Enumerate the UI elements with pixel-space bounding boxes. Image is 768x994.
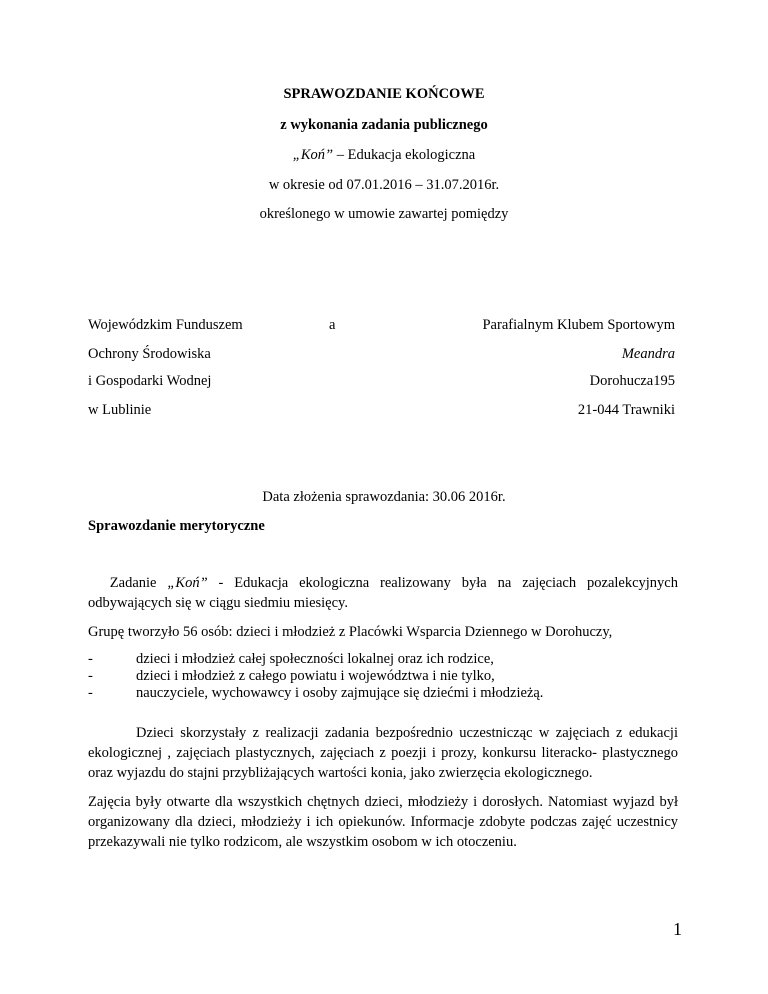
party-right-line-4: 21-044 Trawniki	[577, 402, 675, 418]
participants-list	[88, 651, 688, 702]
party-right-line-1: Parafialnym Klubem Sportowym	[482, 317, 675, 333]
party-left-line-2: Ochrony Środowiska	[88, 346, 211, 362]
paragraph-1-italic: „Koń”	[167, 575, 208, 591]
list-marker: -	[88, 651, 93, 667]
party-connector: a	[329, 317, 336, 333]
list-marker: -	[88, 668, 93, 684]
paragraph-2: Grupę tworzyło 56 osób: dzieci i młodzież z Placówki Wsparcia Dziennego w Dorohuczy,	[88, 624, 613, 640]
party-left-line-1: Wojewódzkim Funduszem	[88, 317, 243, 333]
contract-line: określonego w umowie zawartej pomiędzy	[259, 206, 509, 222]
paragraph-1	[88, 573, 678, 613]
list-marker: -	[88, 685, 93, 701]
party-right-line-3: Dorohucza195	[589, 373, 675, 389]
party-right-line-2: Meandra	[621, 346, 675, 362]
paragraph-3: Dzieci skorzystały z realizacji zadania bezpośrednio uczestnicząc w zajęciach z edukacji ekologicznej , zajęciach plastycznych, zajęciach z poezji i prozy, konkursu literacko- plastycznego oraz wyjazdu do stajni przybliżających wartości konia, jako zwierzęcia ekologicznego.	[88, 725, 678, 781]
section-title: Sprawozdanie merytoryczne	[88, 518, 265, 534]
page-number: 1	[673, 919, 682, 939]
task-name-line	[0, 147, 768, 164]
list-item	[88, 685, 688, 702]
paragraph-1-rest: - Edukacja ekologiczna realizowany była na zajęciach pozalekcyjnych odbywających się w ciągu siedmiu miesięcy.	[88, 575, 678, 611]
party-left-line-4: w Lublinie	[88, 402, 152, 418]
paragraph-1-prefix: Zadanie	[88, 575, 168, 591]
list-item-text: nauczyciele, wychowawcy i osoby zajmujące się dziećmi i młodzieżą.	[136, 685, 544, 701]
report-period: w okresie od 07.01.2016 – 31.07.2016r.	[268, 177, 500, 193]
report-subtitle: z wykonania zadania publicznego	[280, 117, 488, 133]
task-name: „Koń”	[292, 147, 334, 163]
list-item-text: dzieci i młodzież całej społeczności lokalnej oraz ich rodzice,	[136, 651, 494, 667]
report-title: SPRAWOZDANIE KOŃCOWE	[283, 86, 485, 102]
list-item-text: dzieci i młodzież z całego powiatu i województwa i nie tylko,	[136, 668, 495, 684]
submission-date: Data złożenia sprawozdania: 30.06 2016r.	[262, 489, 506, 505]
list-item	[88, 651, 688, 668]
party-left-line-3: i Gospodarki Wodnej	[88, 373, 212, 389]
list-item	[88, 668, 688, 685]
paragraph-4: Zajęcia były otwarte dla wszystkich chętnych dzieci, młodzieży i dorosłych. Natomiast wyjazd był organizowany dla dzieci, młodzieży i ich opiekunów. Informacje zdobyte podczas zajęć uczestnicy przekazywali nie tylko rodzicom, ale wszystkim osobom w ich otoczeniu.	[88, 794, 678, 850]
task-name-rest: – Edukacja ekologiczna	[333, 147, 476, 163]
